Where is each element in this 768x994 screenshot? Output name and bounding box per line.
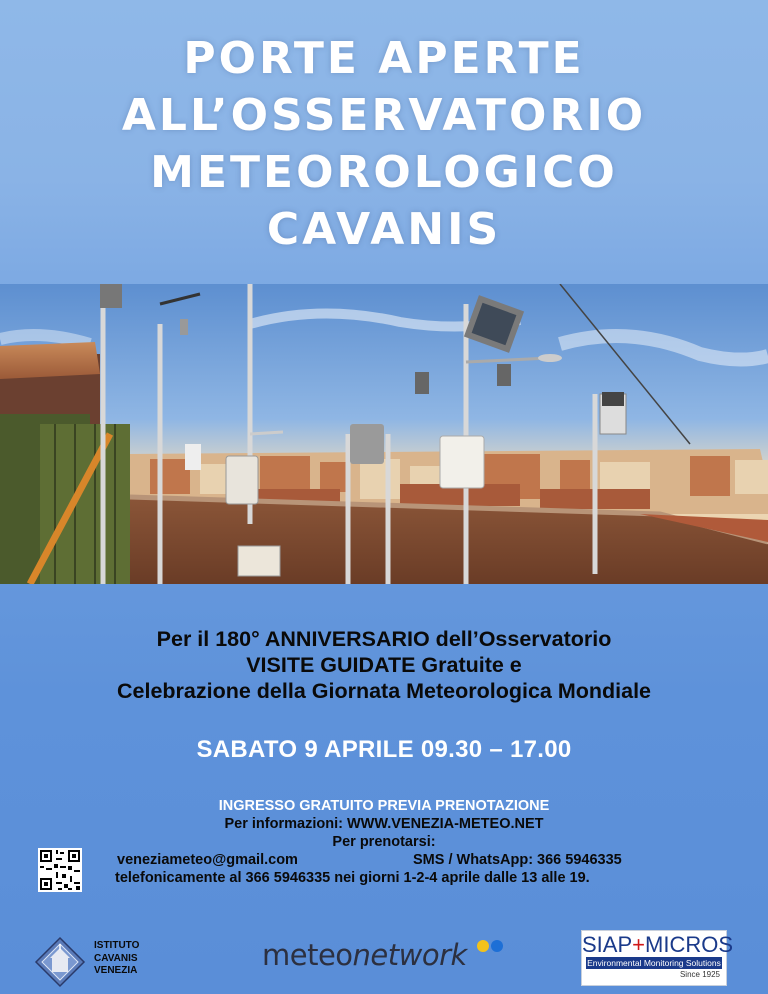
siap-tagline: Environmental Monitoring Solutions <box>587 958 721 968</box>
meteonetwork-logo <box>262 936 467 972</box>
website-text[interactable]: Per informazioni: WWW.VENEZIA-METEO.NET <box>224 816 544 832</box>
event-date: SABATO 9 APRILE 09.30 – 17.00 <box>196 736 572 763</box>
email-link[interactable]: veneziameteo@gmail.com <box>117 852 298 868</box>
siap-brand-a: SIAP <box>582 932 633 957</box>
meteonetwork-part1: meteo <box>262 938 353 972</box>
cavanis-line-1: ISTITUTO <box>94 940 140 951</box>
free-entry-text: INGRESSO GRATUITO PREVIA PRENOTAZIONE <box>218 798 550 814</box>
contact-row <box>0 851 768 869</box>
info-block <box>0 797 768 887</box>
title-line-2: ALL’OSSERVATORIO <box>121 90 647 141</box>
title-line-3: METEOROLOGICO <box>150 147 618 198</box>
siap-since: Since 1925 <box>679 970 720 979</box>
sms-text: SMS / WhatsApp: 366 5946335 <box>413 852 622 868</box>
cavanis-line-2: CAVANIS <box>94 952 138 964</box>
phone-row <box>0 869 768 887</box>
siap-micros-logo <box>581 930 733 986</box>
cavanis-line-3: VENEZIA <box>94 965 138 976</box>
observatory-photo <box>0 284 768 584</box>
cavanis-shield-icon <box>34 936 86 988</box>
lead-line-3: Celebrazione della Giornata Meteorologica Mondiale <box>116 679 652 703</box>
qr-code-icon[interactable] <box>38 848 82 892</box>
meteonetwork-part2: network <box>352 938 467 972</box>
booking-text: Per prenotarsi: <box>332 834 436 850</box>
siap-brand-b: MICROS <box>645 932 733 957</box>
lead-line-1: Per il 180° ANNIVERSARIO dell’Osservatorio <box>156 627 612 651</box>
phone-text: telefonicamente al 366 5946335 nei giorni 1-2-4 aprile dalle 13 alle 19. <box>115 870 590 886</box>
lead-line-2: VISITE GUIDATE Gratuite e <box>246 653 522 677</box>
poster-title <box>0 30 768 258</box>
cavanis-logo-text <box>94 940 139 978</box>
meteonetwork-dots-icon <box>472 938 512 954</box>
title-line-1: PORTE APERTE <box>183 33 585 84</box>
event-description <box>0 626 768 704</box>
siap-plus: + <box>632 932 645 957</box>
title-line-4: CAVANIS <box>266 204 502 255</box>
